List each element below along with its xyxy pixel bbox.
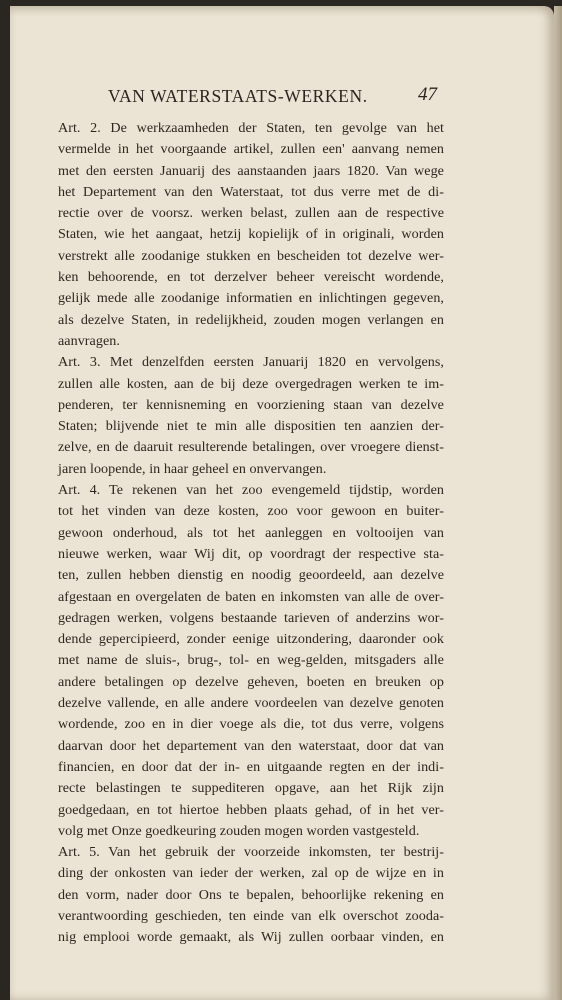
text-line: Staten, wie het aangaat, hetzij kopielijk of in originali, worden	[58, 226, 444, 243]
body-text	[58, 118, 444, 949]
text-line: nig emplooi worde gemaakt, als Wij zullen oorbaar vinden, en	[58, 929, 444, 946]
text-line: zullen alle kosten, aan de bij deze overgedragen werken te im-	[58, 375, 444, 392]
running-title: VAN WATERSTAATS-WERKEN.	[108, 86, 368, 106]
text-line: recte belastingen te suppediteren opgave, aan het Rijk zijn	[58, 780, 444, 797]
text-line: het Departement van den Waterstaat, tot dus verre met de di-	[58, 183, 444, 200]
text-line: Art. 2. De werkzaamheden der Staten, ten gevolge van het	[58, 120, 444, 136]
text-line: ding der onkosten van ieder der werken, zal op de wijze en in	[58, 865, 444, 882]
text-line: andere betalingen op dezelve geheven, boeten en breuken op	[58, 673, 444, 690]
text-line: rectie over de voorsz. werken belast, zullen aan de respective	[58, 205, 444, 222]
text-line: ten, zullen hebben dienstig en noodig geoordeeld, aan dezelve	[58, 567, 444, 584]
text-line: Art. 3. Met denzelfden eersten Januarij 1820 en vervolgens,	[58, 354, 444, 371]
text-line: volg met Onze goedkeuring zouden mogen worden vastgesteld.	[58, 822, 420, 839]
text-line: afgestaan en overgelaten de baten en inkomsten van alle de over-	[58, 588, 444, 605]
text-line: penderen, ter kennisneming en voorziening staan van dezelve	[58, 396, 444, 413]
text-line: gedragen werken, volgens bestaande tarieven of anderzins wor-	[58, 609, 444, 626]
text-line: daarvan door het departement van den waterstaat, door dat van	[58, 737, 444, 754]
text-line: goedgedaan, en tot hiertoe hebben plaats gehad, of in het ver-	[58, 801, 444, 818]
text-line: gewoon onderhoud, als tot het aanleggen en voltooijen van	[58, 524, 444, 541]
text-line: Art. 5. Van het gebruik der voorzeide inkomsten, ter bestrij-	[58, 844, 444, 861]
text-line: gelijk mede alle zoodanige informatien en inlichtingen gegeven,	[58, 290, 444, 307]
text-line: met name de sluis-, brug-, tol- en weg-gelden, mitsgaders alle	[58, 652, 444, 669]
text-line: Staten; blijvende niet te min alle dispositien ten aanzien der-	[58, 418, 444, 435]
text-line: nieuwe werken, waar Wij dit, op voordragt der respective sta-	[58, 545, 444, 562]
text-line: verstrekt alle zoodanige stukken en bescheiden tot dezelve wer-	[58, 247, 444, 264]
text-line: wordende, zoo en in dier voege als die, tot dus verre, volgens	[58, 716, 444, 733]
text-line: Art. 4. Te rekenen van het zoo evengemeld tijdstip, worden	[58, 482, 444, 499]
text-line: tot het vinden van deze kosten, zoo voor gewoon en buiter-	[58, 503, 444, 520]
page-number: 47	[418, 84, 437, 105]
text-line: den vorm, nader door Ons te bepalen, behoorlijke rekening en	[58, 886, 444, 903]
text-line: zelve, en de daaruit resulterende betalingen, over vroegere dienst-	[58, 439, 444, 456]
text-line: ken behoorende, en tot derzelver beheer vereischt wordende,	[58, 269, 444, 286]
text-line: dezelve vallende, en alle andere voordeelen van dezelve genoten	[58, 695, 444, 712]
text-line: dende gepercipieerd, zonder eenige uitzondering, daaronder ook	[58, 631, 444, 648]
text-line: aanvragen.	[58, 332, 120, 349]
page-edge	[554, 6, 562, 1000]
text-line: jaren loopende, in haar geheel en onvervangen.	[58, 460, 327, 477]
text-line: met den eersten Januarij des aanstaanden jaars 1820. Van wege	[58, 162, 444, 179]
text-line: als dezelve Staten, in redelijkheid, zouden mogen verlangen en	[58, 311, 444, 328]
text-line: financien, en door dat der in- en uitgaande regten en der indi-	[58, 758, 444, 775]
text-line: verantwoording geschieden, ten einde van elk overschot zooda-	[58, 907, 444, 924]
text-line: vermelde in het voorgaande artikel, zullen een' aanvang nemen	[58, 141, 444, 158]
